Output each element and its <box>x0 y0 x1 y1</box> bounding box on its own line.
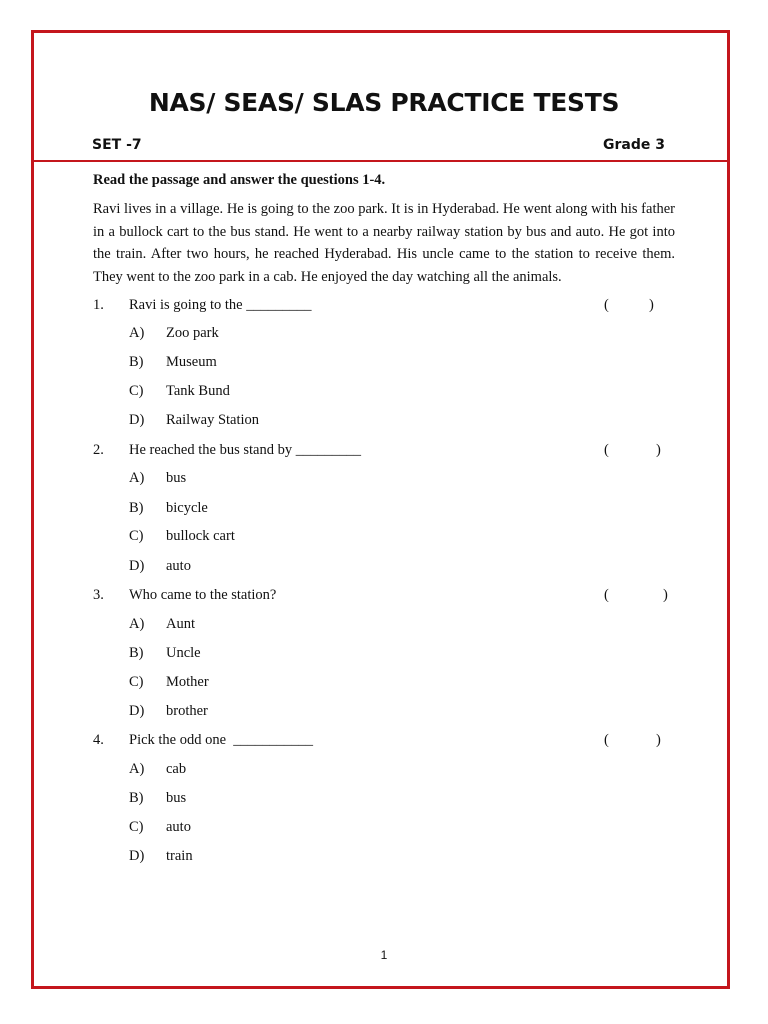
option-letter: C) <box>129 819 144 835</box>
option-text: bus <box>166 790 187 806</box>
option-letter: D) <box>129 412 145 428</box>
option-letter: B) <box>129 354 144 370</box>
option-letter: D) <box>129 703 145 719</box>
option-letter: D) <box>129 848 145 864</box>
reading-passage: Ravi lives in a village. He is going to the zoo park. It is in Hyderabad. He went along with his father in a bullock cart to the bus stand. He went to a nearby railway station by bus and auto. He got into the train. After two hours, he reached Hyderabad. His uncle came to the station to receive them. They went to the zoo park in a cab. He enjoyed the day watching all the animals. <box>93 201 675 285</box>
option-text: Aunt <box>166 616 195 632</box>
option-letter: A) <box>129 470 145 486</box>
answer-blank-close: ) <box>656 732 661 748</box>
option-letter: C) <box>129 528 144 544</box>
question-text: He reached the bus stand by _________ <box>129 442 361 458</box>
answer-blank-open: ( <box>604 297 609 313</box>
option-letter: B) <box>129 645 144 661</box>
option-letter: C) <box>129 383 144 399</box>
option-text: bicycle <box>166 500 208 516</box>
option-letter: A) <box>129 325 145 341</box>
option-text: Mother <box>166 674 209 690</box>
option-letter: B) <box>129 500 144 516</box>
option-text: train <box>166 848 193 864</box>
option-text: bullock cart <box>166 528 235 544</box>
answer-blank-close: ) <box>656 442 661 458</box>
set-label: SET -7 <box>92 137 142 153</box>
answer-blank-close: ) <box>663 587 668 603</box>
option-text: Zoo park <box>166 325 219 341</box>
option-letter: D) <box>129 558 145 574</box>
answer-blank-open: ( <box>604 442 609 458</box>
question-number: 1. <box>93 297 104 313</box>
option-text: Railway Station <box>166 412 260 428</box>
option-text: Uncle <box>166 645 201 661</box>
question-text: Ravi is going to the _________ <box>129 297 312 313</box>
answer-blank-open: ( <box>604 732 609 748</box>
instruction-text: Read the passage and answer the questions 1-4. <box>93 172 386 188</box>
option-letter: A) <box>129 761 145 777</box>
option-text: Tank Bund <box>166 383 230 399</box>
question-text: Who came to the station? <box>129 587 277 603</box>
question-text: Pick the odd one ___________ <box>129 732 314 748</box>
option-letter: B) <box>129 790 144 806</box>
option-letter: C) <box>129 674 144 690</box>
option-letter: A) <box>129 616 145 632</box>
option-text: bus <box>166 470 187 486</box>
question-number: 4. <box>93 732 104 748</box>
header-divider <box>34 160 727 162</box>
option-text: brother <box>166 703 208 719</box>
page-title: NAS/ SEAS/ SLAS PRACTICE TESTS <box>148 88 620 117</box>
answer-blank-close: ) <box>649 297 654 313</box>
option-text: auto <box>166 819 191 835</box>
page-number: 1 <box>380 948 388 962</box>
option-text: auto <box>166 558 191 574</box>
question-number: 2. <box>93 442 104 458</box>
option-text: Museum <box>166 354 217 370</box>
grade-label: Grade 3 <box>603 137 665 153</box>
option-text: cab <box>166 761 187 777</box>
question-number: 3. <box>93 587 104 603</box>
answer-blank-open: ( <box>604 587 609 603</box>
